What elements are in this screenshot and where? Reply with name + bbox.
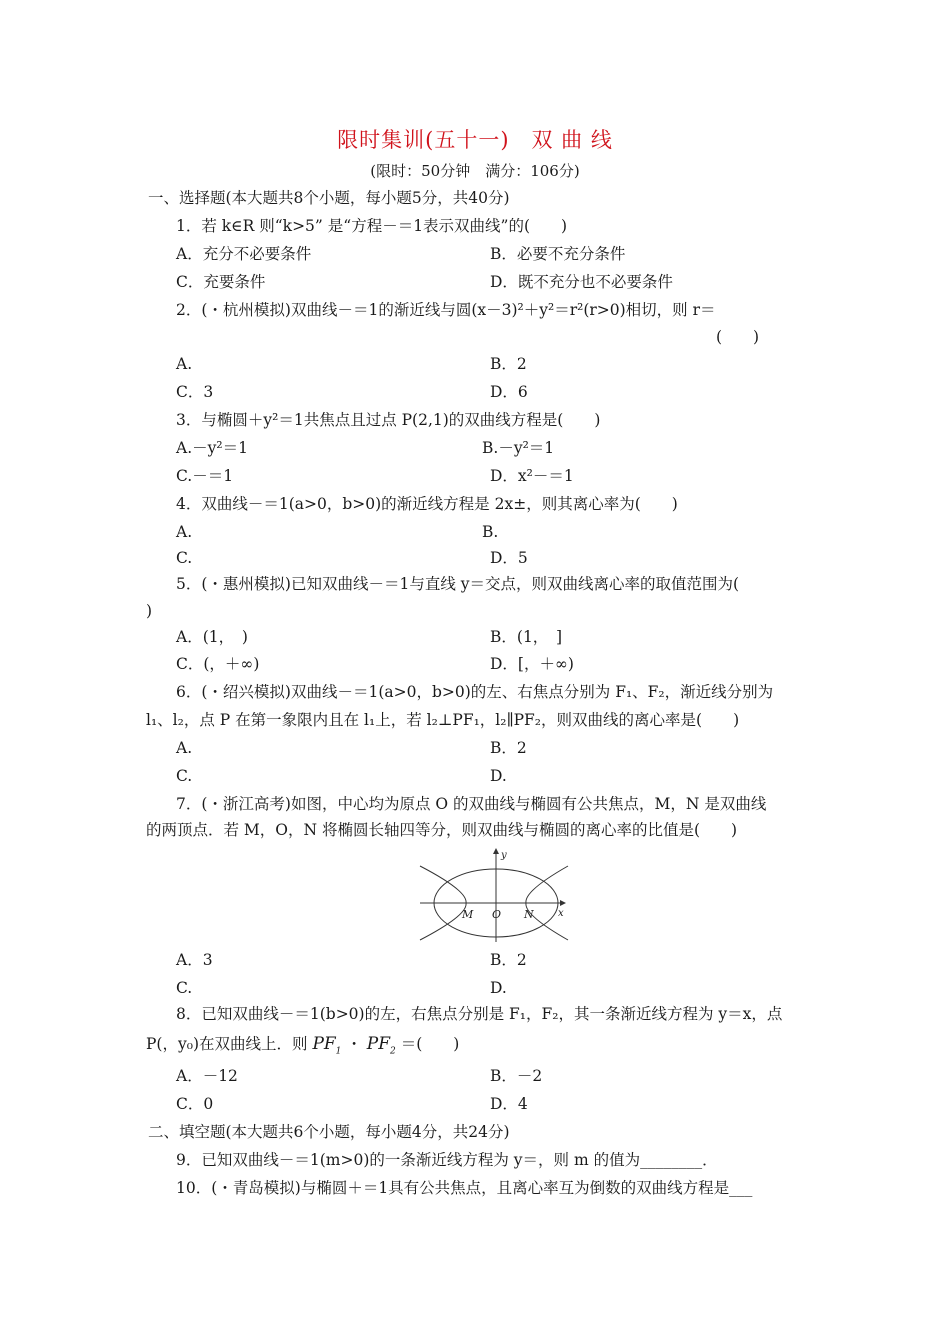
question-6-option-a: A. — [176, 739, 193, 757]
question-1-option-a: A．充分不必要条件 — [176, 245, 312, 263]
question-1-option-d: D．既不充分也不必要条件 — [490, 273, 673, 291]
question-4-option-c: C. — [176, 549, 193, 567]
question-7-option-b: B．2 — [490, 951, 527, 969]
question-3-option-c: C.－＝1 — [176, 467, 234, 485]
question-6-stem: 6．(・绍兴模拟)双曲线－＝1(a>0，b>0)的左、右焦点分别为 F₁、F₂，渐近线分别为 — [176, 683, 774, 701]
question-6-option-b: B．2 — [490, 739, 527, 757]
origin-o-label: O — [492, 908, 502, 921]
question-5-option-a: A．(1， ) — [176, 628, 248, 646]
x-axis-label: x — [558, 908, 564, 919]
question-2-option-a: A. — [176, 355, 193, 373]
question-2-option-d: D．6 — [490, 383, 528, 401]
question-4-option-d: D．5 — [490, 549, 528, 567]
page-title: 限时集训(五十一) 双 曲 线 — [337, 128, 613, 152]
vector-pf2-text: PF — [366, 1034, 391, 1054]
question-1-stem: 1．若 k∈R 则“k>5” 是“方程－＝1表示双曲线”的( ) — [176, 217, 568, 235]
question-6-option-d: D. — [490, 767, 507, 785]
question-7-option-a: A．3 — [176, 951, 213, 969]
question-4-stem: 4．双曲线－＝1(a>0，b>0)的渐近线方程是 2x±，则其离心率为( ) — [176, 495, 678, 513]
question-6-cont: l₁、l₂，点 P 在第一象限内且在 l₁上，若 l₂⊥PF₁，l₂∥PF₂，则双曲线的离心率是( ) — [146, 711, 740, 729]
page-subtitle: (限时：50分钟 满分：106分) — [370, 162, 580, 180]
y-axis-arrow — [493, 848, 499, 854]
question-8-cont-a: P(，y₀)在双曲线上．则 — [146, 1035, 308, 1053]
question-9-stem: 9．已知双曲线－＝1(m>0)的一条渐近线方程为 y＝，则 m 的值为________． — [176, 1151, 718, 1169]
point-n-label: N — [524, 908, 534, 921]
question-6-option-c: C. — [176, 767, 193, 785]
question-5-cont: ) — [146, 602, 153, 620]
question-8-cont — [146, 1034, 459, 1061]
question-2-paren: ( ) — [716, 328, 760, 346]
question-4-option-a: A. — [176, 523, 193, 541]
question-8-option-d: D．4 — [490, 1095, 528, 1113]
question-3-option-a: A.－y²＝1 — [176, 439, 248, 457]
dot-product-symbol: ・ — [346, 1035, 362, 1053]
section-heading-choice: 一、选择题(本大题共8个小题，每小题5分，共40分) — [148, 189, 510, 207]
question-5-option-b: B．(1， ] — [490, 628, 563, 646]
question-8-cont-b: ＝( ) — [400, 1035, 460, 1053]
question-3-option-b: B.－y²＝1 — [482, 439, 555, 457]
question-4-option-b: B. — [482, 523, 499, 541]
question-5-stem: 5．(・惠州模拟)已知双曲线－＝1与直线 y＝交点，则双曲线离心率的取值范围为( — [176, 575, 740, 593]
vector-pf1-text: PF — [312, 1034, 336, 1054]
x-axis-arrow — [560, 900, 566, 906]
question-7-cont: 的两顶点．若 M，O，N 将椭圆长轴四等分，则双曲线与椭圆的离心率的比值是( ) — [146, 821, 738, 839]
question-5-option-d: D．[，＋∞) — [490, 655, 574, 673]
vector-pf2-sub: 2 — [390, 1046, 396, 1057]
question-3-stem: 3．与椭圆＋y²＝1共焦点且过点 P(2,1)的双曲线方程是( ) — [176, 411, 601, 429]
question-2-option-b: B．2 — [490, 355, 527, 373]
section-heading-fill: 二、填空题(本大题共6个小题，每小题4分，共24分) — [148, 1123, 510, 1141]
question-5-option-c: C．(，＋∞) — [176, 655, 260, 673]
question-1-option-b: B．必要不充分条件 — [490, 245, 626, 263]
question-8-stem: 8．已知双曲线－＝1(b>0)的左，右焦点分别是 F₁，F₂，其一条渐近线方程为 y＝x，点 — [176, 1005, 783, 1023]
question-10-stem: 10．(・青岛模拟)与椭圆＋＝1具有公共焦点，且离心率互为倒数的双曲线方程是___ — [176, 1179, 753, 1197]
y-axis-label: y — [501, 850, 507, 861]
question-7-option-d: D. — [490, 979, 507, 997]
question-3-option-d: D．x²－＝1 — [490, 467, 574, 485]
question-8-option-c: C．0 — [176, 1095, 214, 1113]
question-2-stem: 2．(・杭州模拟)双曲线－＝1的渐近线与圆(x－3)²＋y²＝r²(r>0)相切，则 r＝ — [176, 301, 716, 319]
question-2-option-c: C．3 — [176, 383, 214, 401]
vector-pf2 — [366, 1034, 396, 1057]
vector-pf1-sub: 1 — [335, 1046, 342, 1057]
vector-pf1 — [312, 1034, 342, 1057]
question-8-option-b: B．－2 — [490, 1067, 543, 1085]
question-7-stem: 7．(・浙江高考)如图，中心均为原点 O 的双曲线与椭圆有公共焦点，M，N 是双曲线 — [176, 795, 767, 813]
question-8-option-a: A．－12 — [176, 1067, 238, 1085]
point-m-label: M — [462, 908, 474, 921]
question-1-option-c: C．充要条件 — [176, 273, 266, 291]
question-7-option-c: C. — [176, 979, 193, 997]
hyperbola-ellipse-figure — [418, 846, 570, 942]
